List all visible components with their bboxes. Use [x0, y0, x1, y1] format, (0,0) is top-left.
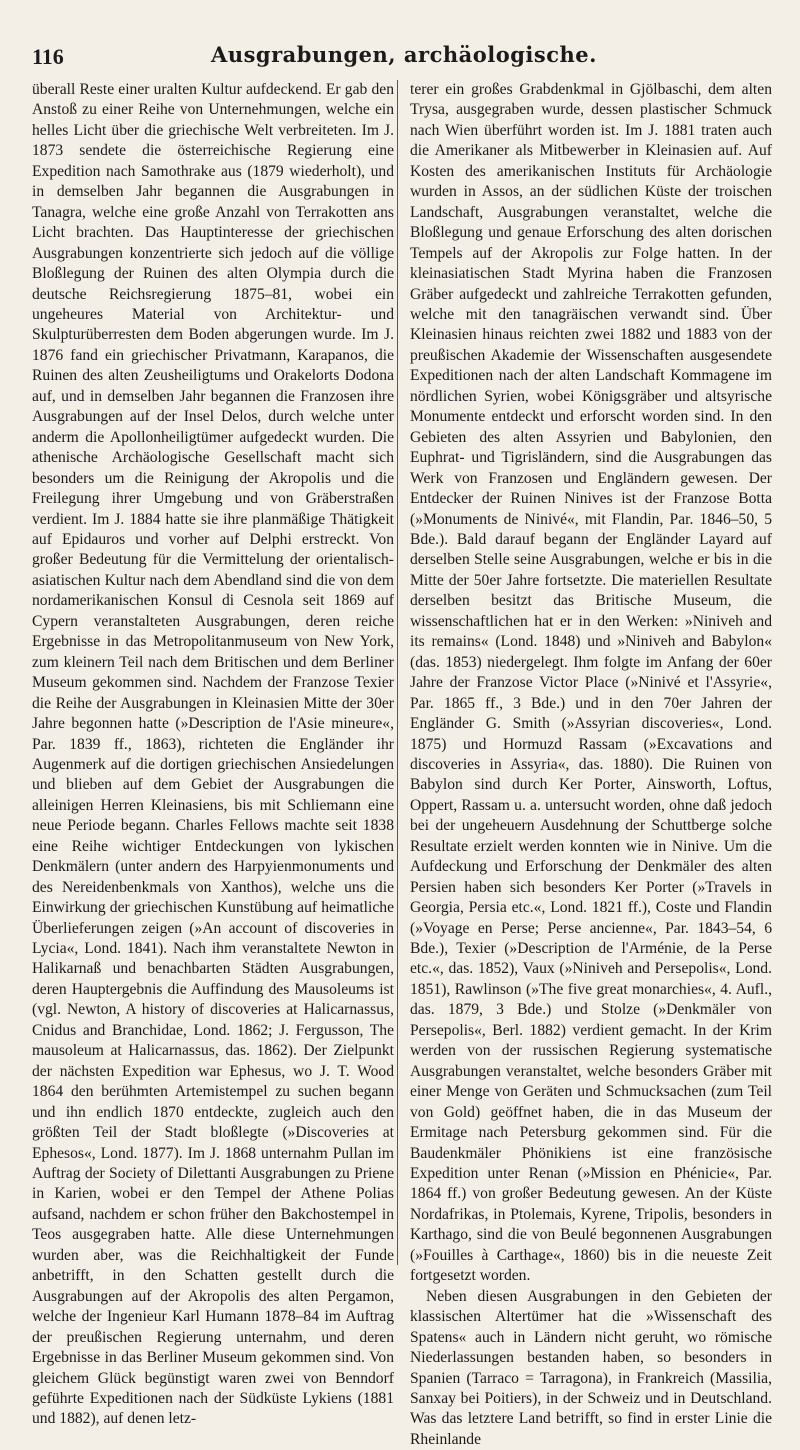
column-divider — [397, 80, 398, 1265]
page-header — [32, 42, 776, 72]
paragraph: überall Reste einer uralten Kultur aufdeckend. Er gab den Anstoß zu einer Reihe von Unternehmungen, welche ein helles Licht über die griechische Welt verbreiteten. Im J. 1873 sendete die österreichische Regierung eine Expedition nach Samothrake aus (1879 wiederholt), und in demselben Jahr begannen die Ausgrabungen in Tanagra, welche eine große Anzahl von Terrakotten ans Licht brachten. Das Hauptinteresse der griechischen Ausgrabungen konzentrierte sich jedoch auf die völlige Bloßlegung der Ruinen des alten Olympia durch die deutsche Reichsregierung 1875–81, wobei ein ungeheures Material von Architektur- und Skulpturüberresten dem Boden abgerungen wurde. Im J. 1876 fand ein griechischer Privatmann, Karapanos, die Ruinen des alten Zeusheiligtums und Orakelorts Dodona auf, und in demselben Jahr begannen die Franzosen ihre Ausgrabungen auf der Insel Delos, durch welche unter anderm die Apollonheiligtümer aufgedeckt wurden. Die athenische Archäologische Gesellschaft macht sich besonders um die Reinigung der Akropolis und die Freilegung ihrer Umgebung und von Gräberstraßen verdient. Im J. 1884 hatte sie ihre planmäßige Thätigkeit auf Epidauros und vorher auf Delphi erstreckt. Von großer Bedeutung für die Vermittelung der orientalisch-asiatischen Kultur nach dem Abendland sind die von dem nordamerikanischen Konsul di Cesnola seit 1869 auf Cypern veranstalteten Ausgrabungen, deren reiche Ergebnisse in das Metropolitanmuseum von New York, zum kleinern Teil nach dem Britischen und dem Berliner Museum gekommen sind. Nachdem der Franzose Texier die Reihe der Ausgrabungen in Kleinasien Mitte der 30er Jahre begonnen hatte (»Description de l'Asie mineure«, Par. 1839 ff., 1863), richteten die Engländer ihr Augenmerk auf die dortigen griechischen Ansiedelungen und blieben auf dem Gebiet der Ausgrabungen die alleinigen Herren Kleinasiens, bis mit Schliemann eine neue Periode begann. Charles Fellows machte seit 1838 eine Reihe wichtiger Entdeckungen von lykischen Denkmälern (unter andern des Harpyienmonuments und des Nereidenbenkmals von Xanthos), welche uns die Einwirkung der griechischen Kunstübung auf heimatliche Überlieferungen zeigen (»An account of discoveries in Lycia«, Lond. 1841). Nach ihm veranstaltete Newton in Halikarnaß und benachbarten Städten Ausgrabungen, deren Hauptergebnis die Auffindung des Mausoleums ist (vgl. Newton, A history of discoveries at Halicarnassus, Cnidus and Branchidae, Lond. 1862; J. Fergusson, The mausoleum at Halicarnassus, das. 1862). Der Zielpunkt der nächsten Expedition war Ephesus, wo J. T. Wood 1864 den berühmten Artemistempel zu suchen begann und ihn endlich 1870 entdeckte, zugleich auch den größten Teil der Stadt bloßlegte (»Discoveries at Ephesos«, Lond. 1877). Im J. 1868 unternahm Pullan im Auftrag der Society of Dilettanti Ausgrabungen zu Priene in Karien, wobei er den Tempel der Athene Polias aufsand, nachdem er schon früher den Bakchostempel in Teos ausgegraben hatte. Alle diese Unternehmungen wurden aber, was die Reichhaltigkeit der Funde anbetrifft, in den Schatten gestellt durch die Ausgrabungen auf der Akropolis des alten Pergamon, welche der Ingenieur Karl Humann 1878–84 im Auftrag der preußischen Regierung unternahm, und deren Ergebnisse in das Berliner Museum gekommen sind. Von gleichem Glück begünstigt waren zwei von Benndorf geführte Expeditionen nach der Südküste Lykiens (1881 und 1882), auf denen letz- — [32, 81, 394, 1428]
running-title: Ausgrabungen, archäologische. — [211, 42, 597, 67]
paragraph: Neben diesen Ausgrabungen in den Gebieten der klassischen Altertümer hat die »Wissenschaft des Spatens« auch in Ländern nicht geruht, wo römische Niederlassungen bestanden haben, so besonders in Spanien (Tarraco = Tarragona), in Frankreich (Massilia, Sanxay bei Poitiers), in der Schweiz und in Deutschland. Was das letztere Land betrifft, so find in erster Linie die Rheinlande — [410, 1287, 772, 1448]
page-number: 116 — [32, 44, 64, 69]
left-column — [32, 80, 394, 1428]
paragraph: terer ein großes Grabdenkmal in Gjölbaschi, dem alten Trysa, ausgegraben wurde, dessen plastischer Schmuck nach Wien überführt worden ist. Im J. 1881 traten auch die Amerikaner als Mitbewerber in Kleinasien auf. Auf Kosten des amerikanischen Instituts für Archäologie wurden in Assos, an der südlichen Küste der troischen Landschaft, Ausgrabungen veranstaltet, welche die Bloßlegung und genaue Erforschung des alten dorischen Tempels auf der Akropolis zur Folge hatten. In der kleinasiatischen Stadt Myrina haben die Franzosen Gräber aufgedeckt und zahlreiche Terrakotten gefunden, welche mit den tanagräischen verwandt sind. Über Kleinasien hinaus reichten zwei 1882 und 1883 von der preußischen Akademie der Wissenschaften ausgesendete Expeditionen nach der alten Landschaft Kommagene im nördlichen Syrien, wobei Königsgräber und altsyrische Monumente entdeckt und erforscht worden sind. In den Gebieten des alten Assyrien und Babylonien, den Euphrat- und Tigrisländern, sind die Ausgrabungen das Werk von Franzosen und Engländern gewesen. Der Entdecker der Ruinen Ninives ist der Franzose Botta (»Monuments de Ninivé«, mit Flandin, Par. 1846–50, 5 Bde.). Bald darauf begann der Engländer Layard auf derselben Stelle seine Ausgrabungen, welche er bis in die Mitte der 50er Jahre fortsetzte. Die materiellen Resultate derselben besitzt das Britische Museum, die wissenschaftlichen hat er in den Werken: »Niniveh and its remains« (Lond. 1848) und »Niniveh and Babylon« (das. 1853) niedergelegt. Ihm folgte im Anfang der 60er Jahre der Franzose Victor Place (»Ninivé et l'Assyrie«, Par. 1865 ff., 3 Bde.) und in den 70er Jahren der Engländer G. Smith (»Assyrian discoveries«, Lond. 1875) und Hormuzd Rassam (»Excavations and discoveries in Assyria«, das. 1880). Die Ruinen von Babylon sind durch Ker Porter, Ainsworth, Loftus, Oppert, Rassam u. a. untersucht worden, ohne daß jedoch bei der ungeheuern Ausdehnung der Schuttberge solche Resultate erzielt werden konnten wie in Ninive. Um die Aufdeckung und Erforschung der Denkmäler des alten Persien haben sich besonders Ker Porter (»Travels in Georgia, Persia etc.«, Lond. 1821 ff.), Coste und Flandin (»Voyage en Perse; Perse ancienne«, Par. 1843–54, 6 Bde.), Texier (»Description de l'Arménie, de la Perse etc.«, das. 1852), Vaux (»Niniveh and Persepolis«, Lond. 1851), Rawlinson (»The five great monarchies«, 4. Aufl., das. 1879, 3 Bde.) und Stolze (»Denkmäler von Persepolis«, Berl. 1882) verdient gemacht. In der Krim werden von der russischen Regierung systematische Ausgrabungen veranstaltet, welche besonders Gräber mit einer Menge von Geräten und Schmucksachen (zum Teil von Gold) geöffnet haben, die in das Museum der Ermitage nach Petersburg gekommen sind. Für die Baudenkmäler Phönikiens ist eine französische Expedition unter Renan (»Mission en Phénicie«, Par. 1864 ff.) von großer Bedeutung gewesen. An der Küste Nordafrikas, in Ptolemais, Kyrene, Tripolis, besonders in Karthago, sind die von Beulé begonnenen Ausgrabungen (»Fouilles à Carthage«, 1860) bis in die neueste Zeit fortgesetzt worden. — [410, 81, 772, 1285]
right-column — [410, 80, 772, 1448]
